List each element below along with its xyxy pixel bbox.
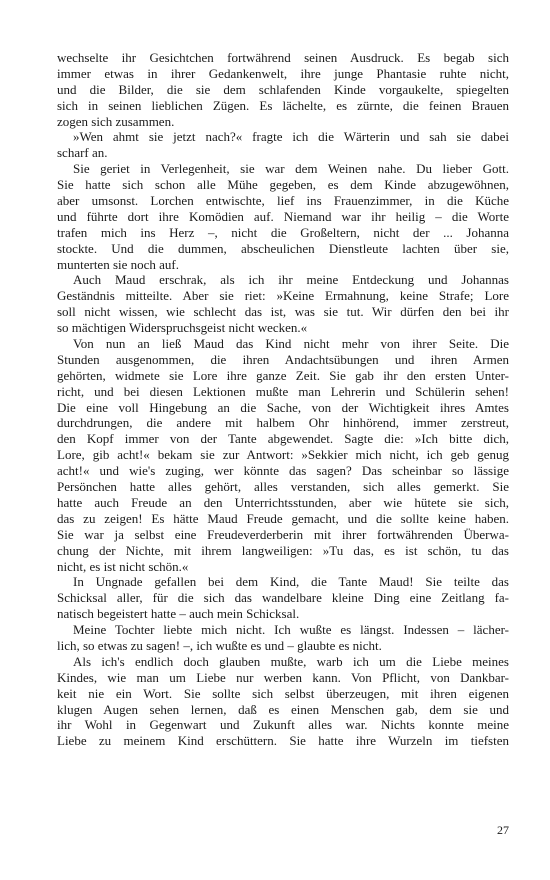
text-line: und führte dort ihre Komödien auf. Niemand war ihr heilig – die Worte xyxy=(57,208,509,224)
text-line: Liebe zu meinem Kind erschüttern. Sie hatte ihre Wurzeln im tiefsten xyxy=(57,733,509,749)
text-line: wechselte ihr Gesichtchen fortwährend seinen Ausdruck. Es begab sich xyxy=(57,50,509,65)
text-line: munterten sie noch auf. xyxy=(57,256,180,272)
page-number: 27 xyxy=(497,823,509,837)
text-line: soll nicht wissen, wie schlecht das ist, was sie tut. Wir dürfen den bei ihr xyxy=(57,304,509,320)
text-line: Auch Maud erschrak, als ich ihr meine Entdeckung und Johannas xyxy=(73,272,509,288)
text-line: richt, und bei diesen Lektionen mußte man Lehrerin und Schülerin sehen! xyxy=(57,383,509,399)
text-line: scharf an. xyxy=(57,145,108,161)
text-line: Schicksal aller, für die sich das wandelbare kleine Ding eine Zeitlang fa- xyxy=(57,590,509,606)
text-line: Sie war ja selbst eine Freudeverderberin mit ihrer fortwährenden Überwa- xyxy=(57,526,509,542)
text-line: acht!« und wie's zuging, wer könnte das sagen? Das scheinbar so lässige xyxy=(57,463,509,479)
text-line: Sie hatte sich schon alle Mühe gegeben, es dem Kinde abzugewöhnen, xyxy=(57,177,509,193)
text-line: aber umsonst. Lorchen entwischte, lief ins Frauenzimmer, in die Küche xyxy=(57,193,509,209)
text-line: natisch begeistert hatte – auch mein Schicksal. xyxy=(57,606,300,622)
text-line: zogen sich zusammen. xyxy=(57,113,175,129)
text-line: In Ungnade gefallen bei dem Kind, die Tante Maud! Sie teilte das xyxy=(73,574,509,590)
text-line: gehörten, widmete sie Lore ihre ganze Zeit. Sie gab ihr den ersten Unter- xyxy=(57,367,509,383)
text-line: so mächtigen Widerspruchsgeist nicht wecken.« xyxy=(57,320,308,336)
text-line: und die Bilder, die sie dem schlafenden Kinde vorgaukelte, spiegelten xyxy=(57,81,509,97)
text-line: keit nie ein Wort. Sie sollte sich selbst überzeugen, mit ihren eigenen xyxy=(57,685,509,701)
text-line: ihr Wohl in Gegenwart und Zukunft alles war. Nichts konnte meine xyxy=(57,717,509,733)
text-line: Die eine voll Hingebung an die Sache, von der Wichtigkeit ihres Amtes xyxy=(57,399,509,415)
text-line: sich in seinen lieblichen Zügen. Es lächelte, es zürnte, die feinen Brauen xyxy=(57,97,509,113)
text-line: lich, so etwas zu sagen! –, ich wußte es und – glaubte es nicht. xyxy=(57,637,382,653)
text-line: den Kopf immer von der Tante abgewendet. Sagte die: »Ich bitte dich, xyxy=(57,431,509,447)
text-line: Kindes, wie man um Liebe nur werben kann. Von Pflicht, von Dankbar- xyxy=(57,669,509,685)
text-line: Stunden ausgenommen, die ihren Andachtsübungen und ihren Armen xyxy=(57,351,509,367)
text-line: Meine Tochter liebte mich nicht. Ich wußte es längst. Indessen – lächer- xyxy=(73,622,509,638)
text-line: nicht, es ist nicht schön.« xyxy=(57,558,189,574)
text-line: Lore, gib acht!« bekam sie zur Antwort: »Sekkier mich nicht, ich geb genug xyxy=(57,447,509,463)
text-line: trafen mich ins Herz –, nicht die Großeltern, nicht der ... Johanna xyxy=(57,224,509,240)
page-body-text xyxy=(57,50,509,749)
text-line: hatte auch Freude an den Unterrichtsstunden, aber wie hütete sie sich, xyxy=(57,494,509,510)
text-line: Sie geriet in Verlegenheit, sie war dem Weinen nahe. Du lieber Gott. xyxy=(73,161,509,177)
text-line: »Wen ahmt sie jetzt nach?« fragte ich die Wärterin und sah sie dabei xyxy=(73,129,509,145)
text-line: Von nun an ließ Maud das Kind nicht mehr von ihrer Seite. Die xyxy=(73,336,509,352)
text-line: stockte. Und die dummen, abscheulichen Dienstleute lachten über sie, xyxy=(57,240,509,256)
text-line: das zu zeigen! Es hätte Maud Freude gemacht, und die sollte keine haben. xyxy=(57,510,509,526)
text-line: Persönchen hatte alles gehört, alles verstanden, sich alles gemerkt. Sie xyxy=(57,479,509,495)
text-line: Geständnis mitteilte. Aber sie riet: »Keine Ermahnung, keine Strafe; Lore xyxy=(57,288,509,304)
text-line: klugen Augen sehen lernen, daß es einen Menschen gab, dem sie und xyxy=(57,701,509,717)
text-line: immer etwas in ihrer Gedankenwelt, ihre junge Phantasie ruhte nicht, xyxy=(57,65,509,81)
text-line: durchdrungen, die andere mit halbem Ohr hinhörend, immer zerstreut, xyxy=(57,415,509,431)
text-line: Als ich's endlich doch glauben mußte, warb ich um die Liebe meines xyxy=(73,653,509,669)
text-line: chung der Nichte, mit ihrem langweiligen: »Tu das, es ist schön, tu das xyxy=(57,542,509,558)
